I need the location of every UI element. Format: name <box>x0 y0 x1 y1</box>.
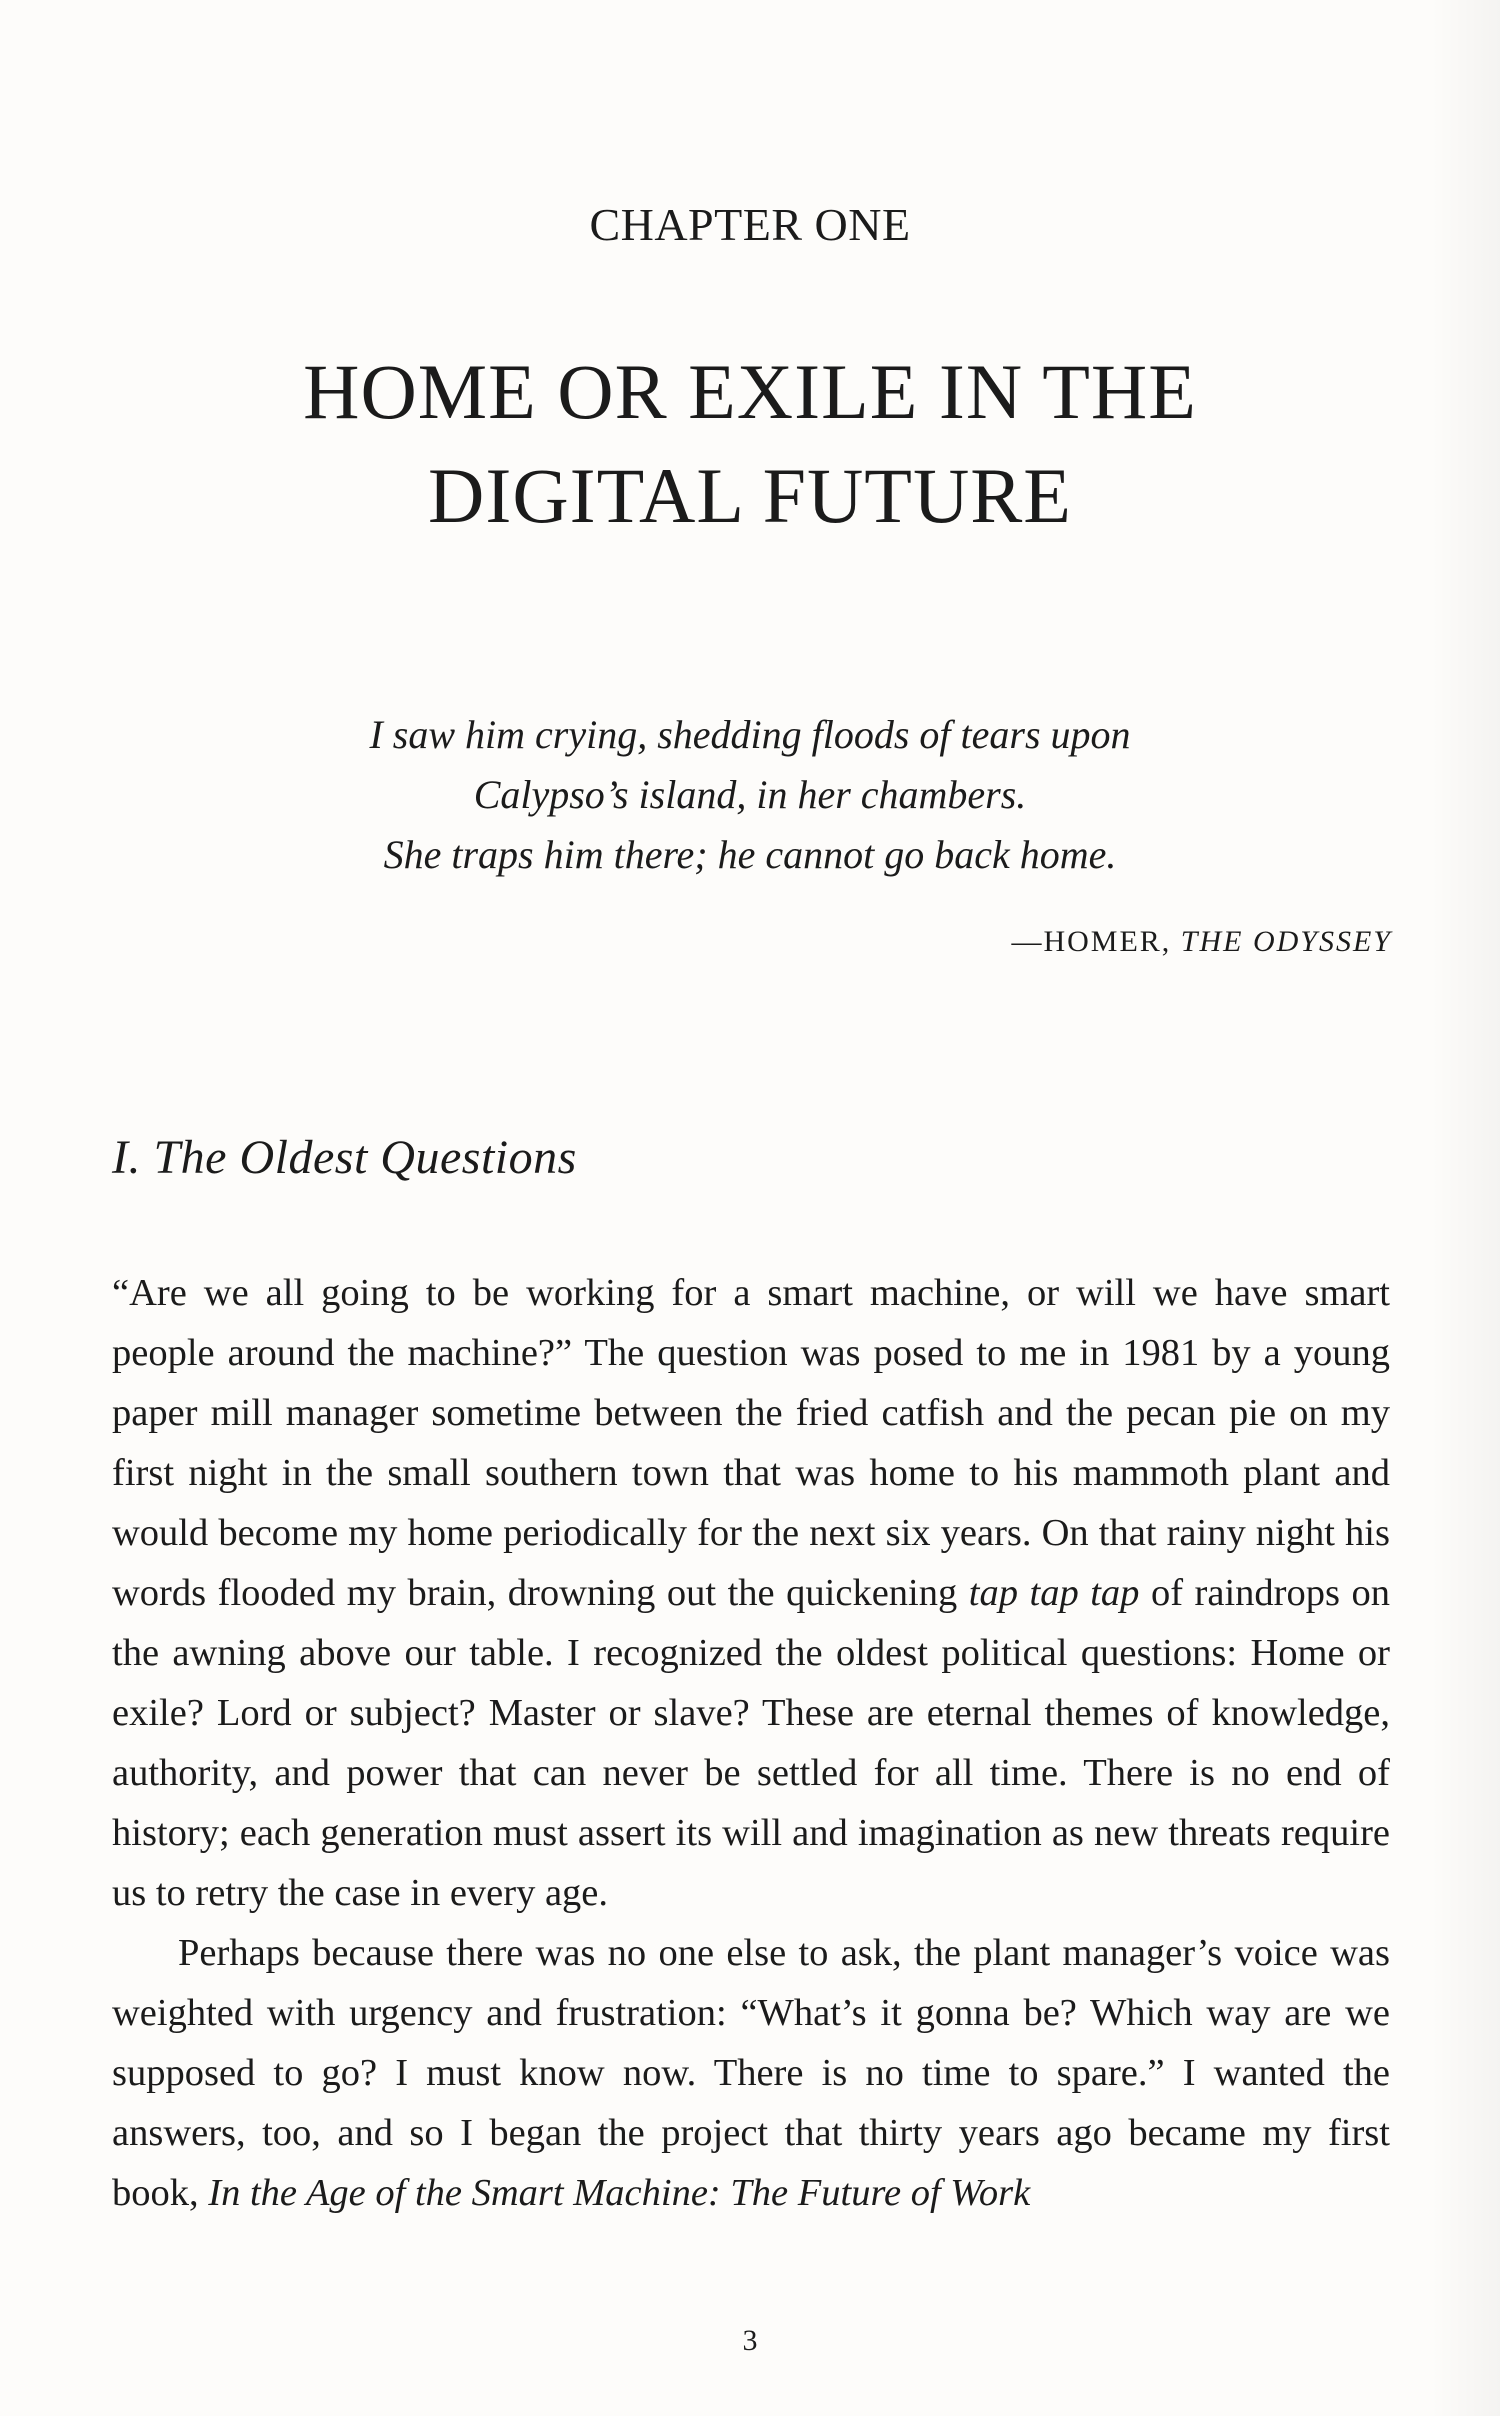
paragraph-1 <box>112 1263 1390 1923</box>
chapter-title-line-1: HOME OR EXILE IN THE <box>303 348 1197 435</box>
epigraph-line-2: Calypso’s island, in her chambers. <box>473 772 1027 817</box>
paragraph-2-book-title: In the Age of the Smart Machine: The Future of Work <box>208 2172 1031 2214</box>
epigraph <box>250 705 1250 885</box>
chapter-title-line-2: DIGITAL FUTURE <box>428 452 1072 539</box>
epigraph-attribution <box>1011 925 1392 959</box>
chapter-title <box>0 340 1500 548</box>
attribution-author: —HOMER, <box>1011 925 1181 958</box>
chapter-label: CHAPTER ONE <box>589 199 911 250</box>
page-number: 3 <box>742 2324 758 2357</box>
paragraph-1-emphasis: tap tap tap <box>968 1572 1140 1614</box>
body-text <box>112 1263 1390 2223</box>
attribution-work: THE ODYSSEY <box>1180 925 1392 958</box>
paragraph-2-text-a: Perhaps because there was no one else to ask, the plant manager’s voice was weighted with urgency and frustration: “What’s it gonna be? Which way are we supposed to go? I must know now. There is no time to spare.” I wanted the answers, too, and so I began the project that thirty years ago became my first book, <box>112 1932 1390 2214</box>
paragraph-2 <box>112 1923 1390 2223</box>
paragraph-1-text-b: of raindrops on the awning above our table. I recognized the oldest political questions: Home or exile? Lord or subject? Master or slave? These are eternal themes of knowledge, authority, and power that can never be settled for all time. There is no end of history; each generation must assert its will and imagination as new threats require us to retry the case in every age. <box>112 1572 1390 1914</box>
paragraph-1-text-a: “Are we all going to be working for a smart machine, or will we have smart people around the machine?” The question was posed to me in 1981 by a young paper mill manager sometime between the fried catfish and the pecan pie on my first night in the small southern town that was home to his mammoth plant and would become my home periodically for the next six years. On that rainy night his words flooded my brain, drowning out the quickening <box>112 1272 1390 1614</box>
epigraph-line-1: I saw him crying, shedding floods of tears upon <box>369 712 1131 757</box>
section-heading: I. The Oldest Questions <box>112 1131 577 1184</box>
epigraph-line-3: She traps him there; he cannot go back home. <box>383 832 1117 877</box>
